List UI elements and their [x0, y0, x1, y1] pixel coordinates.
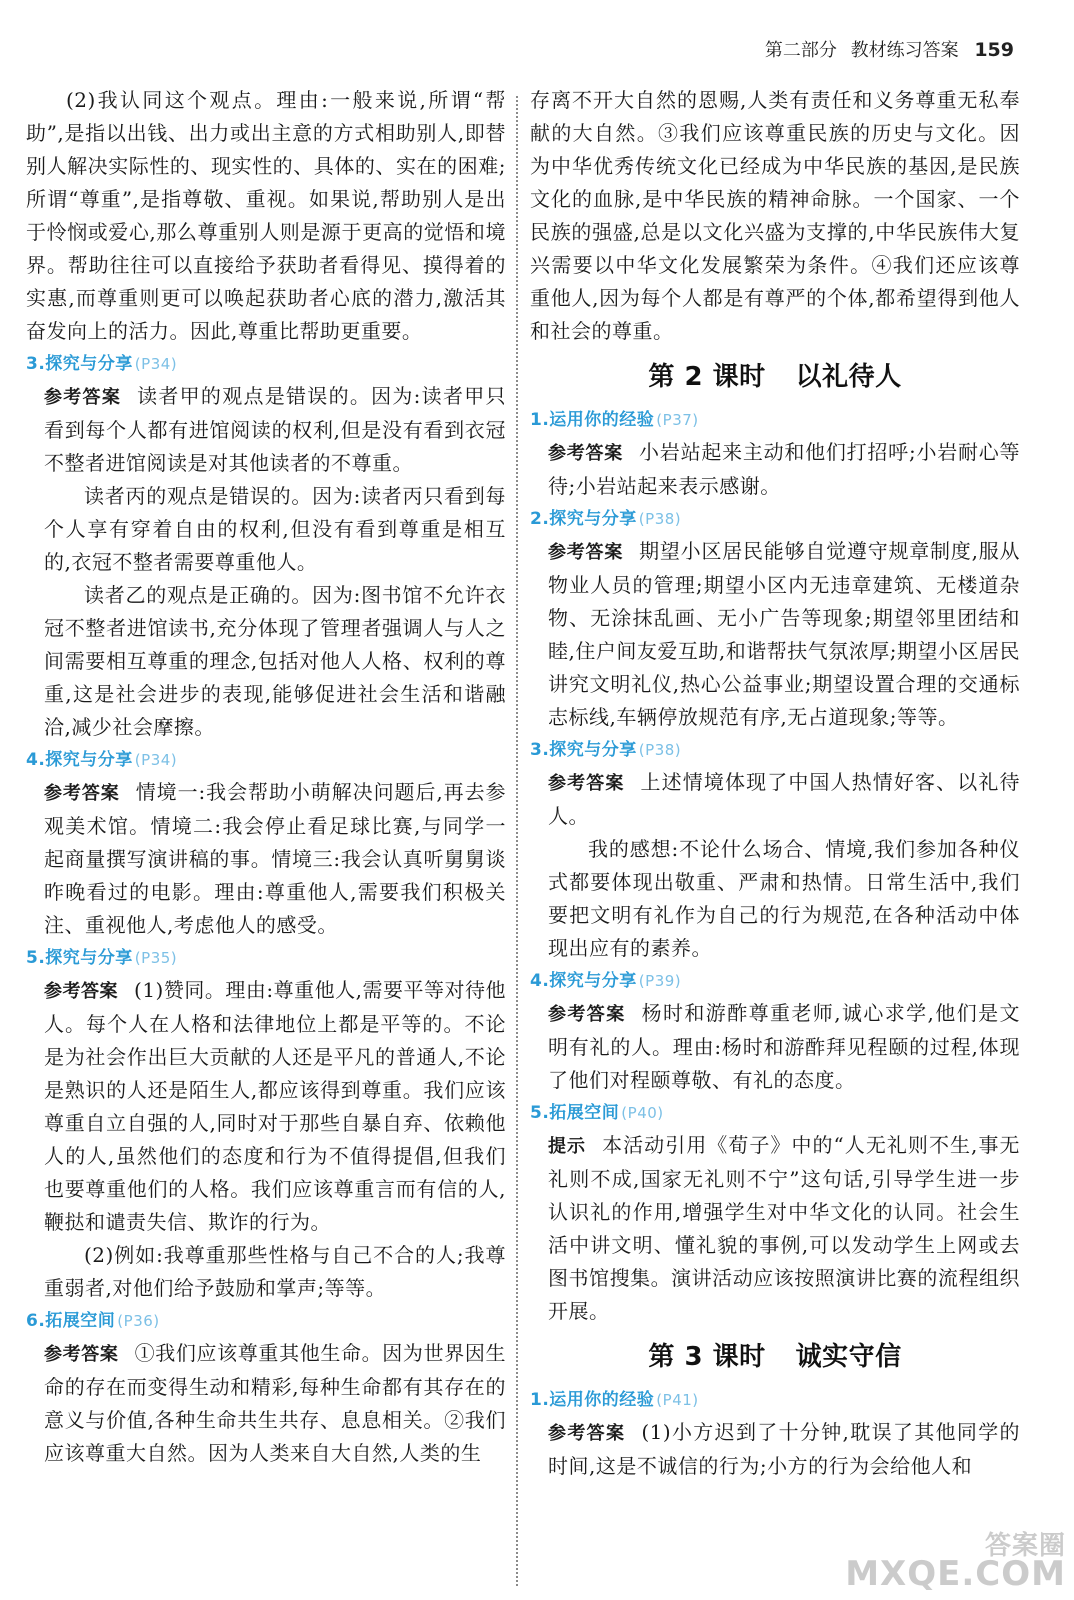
section-heading: 4.探究与分享 (P39)	[530, 971, 682, 991]
section-heading: 4.探究与分享 (P34)	[26, 750, 178, 770]
intro-paragraph: (2)我认同这个观点。理由:一般来说,所谓“帮助”,是指以出钱、出力或出主意的方式相助别人,即替别人解决实际性的、现实性的、具体的、实在的困难;所谓“尊重”,是指尊敬、重视。如果说,帮助别人是出于怜悯或爱心,那么尊重别人则是源于更高的觉悟和境界。帮助往往可以直接给予获助者看得见、摸得着的实惠,而尊重则更可以唤起获助者心底的潜力,激活其奋发向上的活力。因此,尊重比帮助更重要。	[26, 88, 506, 343]
answer-label: 参考答案	[548, 443, 624, 464]
section-heading: 5.探究与分享 (P35)	[26, 948, 178, 968]
continued-paragraph: 存离不开大自然的恩赐,人类有责任和义务尊重无私奉献的大自然。③我们应该尊重民族的历史与文化。因为中华优秀传统文化已经成为中华民族的基因,是民族文化的血脉,是中华民族的精神命脉。一个国家、一个民族的强盛,总是以文化兴盛为支撑的,中华民族伟大复兴需要以中华文化发展繁荣为条件。④我们还应该尊重他人,因为每个人都是有尊严的个体,都希望得到他人和社会的尊重。	[530, 88, 1020, 343]
answer-paragraph: 参考答案 上述情境体现了中国人热情好客、以礼待人。	[548, 770, 1021, 828]
answer-label: 参考答案	[548, 1423, 626, 1444]
answer-label: 参考答案	[44, 1344, 119, 1365]
section-heading: 5.拓展空间 (P40)	[530, 1103, 664, 1123]
answer-paragraph: 参考答案 期望小区居民能够自觉遵守规章制度,服从物业人员的管理;期望小区内无违章建筑、无楼道杂物、无涂抹乱画、无小广告等现象;期望邻里团结和睦,住户间友爱互助,和谐帮扶气氛浓厚;期望小区居民讲究文明礼仪,热心公益事业;期望设置合理的交通标志标线,车辆停放规范有序,无占道现象;等等。	[548, 539, 1021, 729]
section-heading: 1.运用你的经验 (P37)	[530, 410, 699, 430]
left-column	[26, 84, 506, 1470]
answer-paragraph: 读者乙的观点是正确的。因为:图书馆不允许衣冠不整者进馆读书,充分体现了管理者强调人与人之间需要相互尊重的理念,包括对他人人格、权利的尊重,这是社会进步的表现,能够促进社会生活和谐融洽,减少社会摩擦。	[44, 583, 506, 739]
column-divider	[516, 96, 518, 1586]
answer-paragraph: 我的感想:不论什么场合、情境,我们参加各种仪式都要体现出敬重、严肃和热情。日常生活中,我们要把文明有礼作为自己的行为规范,在各种活动中体现出应有的素养。	[548, 837, 1020, 960]
answer-paragraph: 读者丙的观点是错误的。因为:读者丙只看到每个人享有穿着自由的权利,但没有看到尊重是相互的,衣冠不整者需要尊重他人。	[44, 484, 506, 574]
answer-paragraph: 参考答案 杨时和游酢尊重老师,诚心求学,他们是文明有礼的人。理由:杨时和游酢拜见程颐的过程,体现了他们对程颐尊敬、有礼的态度。	[548, 1001, 1021, 1092]
right-column	[530, 84, 1020, 1483]
answer-paragraph: 提示 本活动引用《荀子》中的“人无礼则不生,事无礼则不成,国家无礼则不宁”这句话,引导学生进一步认识礼的作用,增强学生对中华文化的认同。社会生活中讲文明、懂礼貌的事例,可以发动学生上网或去图书馆搜集。演讲活动应该按照演讲比赛的流程组织开展。	[548, 1133, 1020, 1323]
lesson-title: 第 2 课时 以礼待人	[648, 362, 902, 392]
answer-label: 参考答案	[44, 981, 119, 1002]
answer-paragraph: 参考答案 小岩站起来主动和他们打招呼;小岩耐心等待;小岩站起来表示感谢。	[548, 440, 1020, 498]
answer-label: 参考答案	[548, 773, 625, 794]
answer-label: 参考答案	[44, 783, 120, 804]
answer-label: 参考答案	[44, 387, 122, 408]
answer-paragraph: 参考答案 ①我们应该尊重其他生命。因为世界因生命的存在而变得生动和精彩,每种生命都有其存在的意义与价值,各种生命共生共存、息息相关。②我们应该尊重大自然。因为人类来自大自然,人类的生	[44, 1341, 507, 1465]
section-heading: 1.运用你的经验 (P41)	[530, 1390, 699, 1410]
section-heading: 3.探究与分享 (P38)	[530, 740, 682, 760]
hint-label: 提示	[548, 1136, 587, 1157]
section-heading: 3.探究与分享 (P34)	[26, 354, 178, 374]
answer-label: 参考答案	[548, 542, 624, 563]
page-header	[765, 36, 1014, 62]
section-heading: 6.拓展空间 (P36)	[26, 1311, 160, 1331]
lesson-title: 第 3 课时 诚实守信	[648, 1342, 902, 1372]
answer-label: 参考答案	[548, 1004, 626, 1025]
answer-paragraph: 参考答案 (1)赞同。理由:尊重他人,需要平等对待他人。每个人在人格和法律地位上都是平等的。不论是为社会作出巨大贡献的人还是平凡的普通人,不论是熟识的人还是陌生人,都应该得到尊重。我们应该尊重自立自强的人,同时对于那些自暴自弃、依赖他人的人,虽然他们的态度和行为不值得提倡,但我们也要尊重他们的人格。我们应该尊重言而有信的人,鞭挞和谴责失信、欺诈的行为。	[44, 978, 506, 1234]
page-number: 159	[974, 39, 1014, 61]
answer-paragraph: (2)例如:我尊重那些性格与自己不合的人;我尊重弱者,对他们给予鼓励和掌声;等等。	[44, 1243, 506, 1300]
section-heading: 2.探究与分享 (P38)	[530, 509, 682, 529]
answer-paragraph: 参考答案 读者甲的观点是错误的。因为:读者甲只看到每个人都有进馆阅读的权利,但是没有看到衣冠不整者进馆阅读是对其他读者的不尊重。	[44, 384, 507, 475]
header-title: 教材练习答案	[850, 40, 959, 61]
watermark-logo: 答案圈 MXQE.COM	[845, 1531, 1066, 1594]
answer-paragraph: 参考答案 (1)小方迟到了十分钟,耽误了其他同学的时间,这是不诚信的行为;小方的行为会给他人和	[548, 1420, 1021, 1478]
answer-paragraph: 参考答案 情境一:我会帮助小萌解决问题后,再去参观美术馆。情境二:我会停止看足球比赛,与同学一起商量撰写演讲稿的事。情境三:我会认真听舅舅谈昨晚看过的电影。理由:尊重他人,需要我们积极关注、重视他人,考虑他人的感受。	[44, 780, 506, 937]
header-part: 第二部分	[764, 40, 837, 61]
